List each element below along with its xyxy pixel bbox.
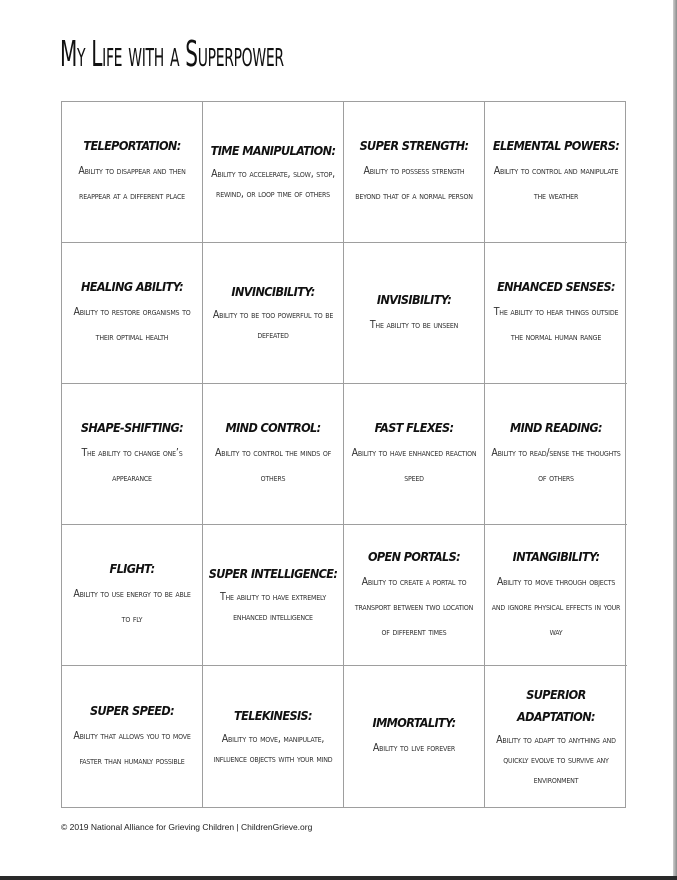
power-name: TIME MANIPULATION: (210, 143, 336, 158)
power-name: SUPER INTELLIGENCE: (208, 566, 338, 581)
page-bottom-border (0, 876, 677, 880)
power-card-enhanced-senses (485, 243, 627, 384)
power-description: Ability to be too powerful to be defeated (212, 309, 334, 341)
power-card-open-portals (344, 525, 485, 666)
power-card-telekinesis (203, 666, 344, 807)
power-card-intangibility (485, 525, 627, 666)
power-name: HEALING ABILITY: (80, 279, 184, 294)
power-card-invincibility (203, 243, 344, 384)
power-name: INTANGIBILITY: (512, 548, 600, 564)
power-name: INVINCIBILITY: (231, 284, 315, 299)
power-card-superior-adaptation (485, 666, 627, 807)
power-description: Ability to create a portal to transport between two location of different times (354, 575, 474, 638)
power-card-super-intelligence (203, 525, 344, 666)
page-title: My Life with a Superpower (60, 34, 284, 75)
page-edge-shadow (673, 0, 677, 880)
power-description: The ability to be unseen (369, 318, 459, 331)
power-description: Ability to move, manipulate, influence objects with your mind (213, 732, 333, 765)
power-card-flight (62, 525, 203, 666)
power-description: Ability to move through objects and ignore physical effects in your way (491, 575, 621, 638)
power-description: The ability to change one’s appearance (81, 447, 183, 484)
power-name: IMMORTALITY: (372, 715, 456, 730)
power-card-shape-shifting (62, 384, 203, 525)
power-name: ELEMENTAL POWERS: (492, 138, 620, 153)
power-name: SUPER SPEED: (89, 702, 175, 718)
power-description: Ability to control the minds of others (214, 447, 332, 484)
power-name: TELEKINESIS: (234, 707, 312, 723)
power-name: OPEN PORTALS: (367, 548, 461, 564)
power-name: SHAPE-SHIFTING: (80, 420, 184, 435)
power-description: Ability that allows you to move faster than humanly possible (73, 729, 191, 767)
power-description: The ability to hear things outside the normal human range (493, 306, 619, 343)
power-card-invisibility (344, 243, 485, 384)
power-card-super-speed (62, 666, 203, 807)
power-name: ENHANCED SENSES: (497, 279, 615, 294)
power-card-mind-reading (485, 384, 627, 525)
power-description: Ability to adapt to anything and quickly evolve to survive any environment (496, 733, 616, 786)
superpower-grid (61, 101, 626, 808)
power-card-time-manipulation (203, 102, 344, 243)
power-description: Ability to read/sense the thoughts of others (491, 447, 621, 484)
power-name: MIND READING: (510, 420, 602, 435)
power-card-immortality (344, 666, 485, 807)
power-description: Ability to use energy to be able to fly (73, 588, 191, 625)
power-name: SUPERIOR ADAPTATION: (517, 686, 595, 724)
power-card-super-strength (344, 102, 485, 243)
power-name: INVISIBILITY: (376, 291, 452, 307)
power-card-elemental-powers (485, 102, 627, 243)
power-name: TELEPORTATION: (83, 138, 181, 153)
power-name: SUPER STRENGTH: (359, 138, 469, 153)
power-description: Ability to accelerate, slow, stop, rewind, or loop time of others (211, 168, 335, 200)
power-card-healing-ability (62, 243, 203, 384)
power-card-fast-flexes (344, 384, 485, 525)
power-card-mind-control (203, 384, 344, 525)
copyright-footer: © 2019 National Alliance for Grieving Children | ChildrenGrieve.org (61, 822, 313, 832)
power-description: The ability to have extremely enhanced intelligence (219, 591, 327, 623)
power-description: Ability to have enhanced reaction speed (351, 447, 477, 484)
power-description: Ability to live forever (372, 742, 456, 754)
power-name: FLIGHT: (109, 561, 155, 576)
power-description: Ability to disappear and then reappear at a different place (78, 165, 186, 202)
power-name: FAST FLEXES: (374, 420, 454, 435)
power-description: Ability to possess strength beyond that of a normal person (355, 165, 473, 202)
power-card-teleportation (62, 102, 203, 243)
power-name: MIND CONTROL: (225, 420, 321, 435)
power-description: Ability to restore organisms to their optimal health (73, 306, 191, 343)
power-description: Ability to control and manipulate the weather (493, 165, 619, 202)
